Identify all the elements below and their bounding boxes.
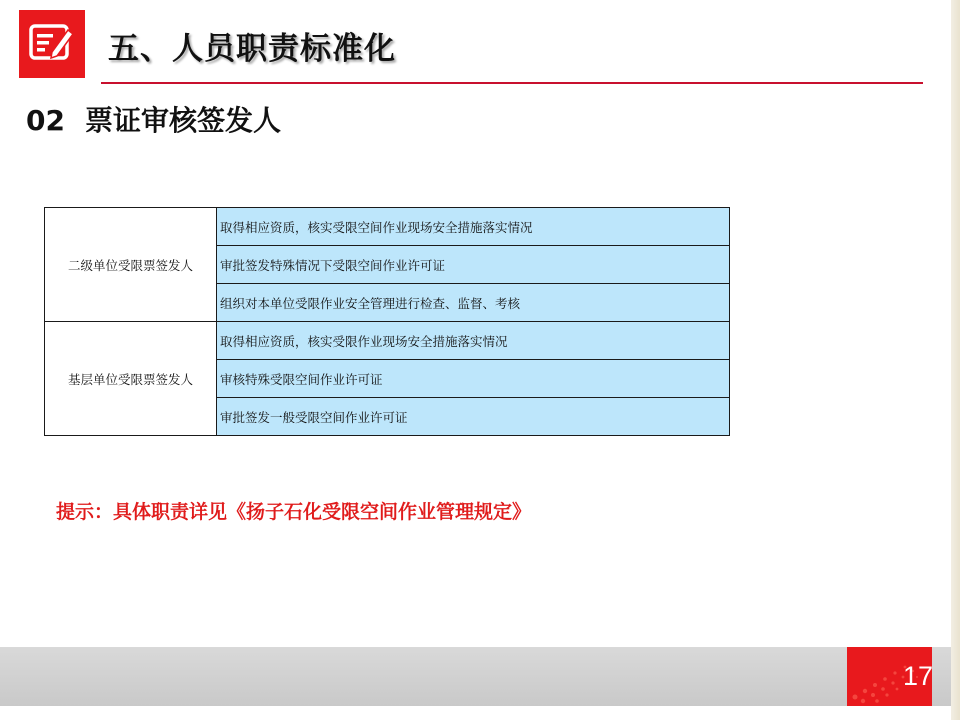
footer-bar bbox=[0, 647, 960, 706]
document-pen-icon bbox=[28, 20, 76, 68]
page-number: 17 bbox=[903, 661, 934, 691]
duty-cell: 审批签发特殊情况下受限空间作业许可证 bbox=[217, 246, 730, 284]
sub-heading-number: 02 bbox=[26, 104, 65, 137]
duty-cell: 审核特殊受限空间作业许可证 bbox=[217, 360, 730, 398]
table-row bbox=[45, 208, 730, 246]
role-cell: 基层单位受限票签发人 bbox=[45, 322, 217, 436]
table-row bbox=[45, 322, 730, 360]
sub-heading-text: 票证审核签发人 bbox=[84, 104, 281, 137]
hint-note: 提示：具体职责详见《扬子石化受限空间作业管理规定》 bbox=[56, 501, 532, 523]
duty-cell: 审批签发一般受限空间作业许可证 bbox=[217, 398, 730, 436]
duty-cell: 取得相应资质，核实受限作业现场安全措施落实情况 bbox=[217, 322, 730, 360]
right-edge-strip bbox=[951, 0, 960, 720]
duty-cell: 取得相应资质，核实受限空间作业现场安全措施落实情况 bbox=[217, 208, 730, 246]
sub-heading bbox=[26, 99, 281, 139]
title-divider bbox=[101, 82, 923, 84]
section-title: 五、人员职责标准化 bbox=[108, 31, 396, 67]
duty-table bbox=[44, 207, 730, 436]
duty-cell: 组织对本单位受限作业安全管理进行检查、监督、考核 bbox=[217, 284, 730, 322]
logo-badge bbox=[19, 10, 85, 78]
role-cell: 二级单位受限票签发人 bbox=[45, 208, 217, 322]
